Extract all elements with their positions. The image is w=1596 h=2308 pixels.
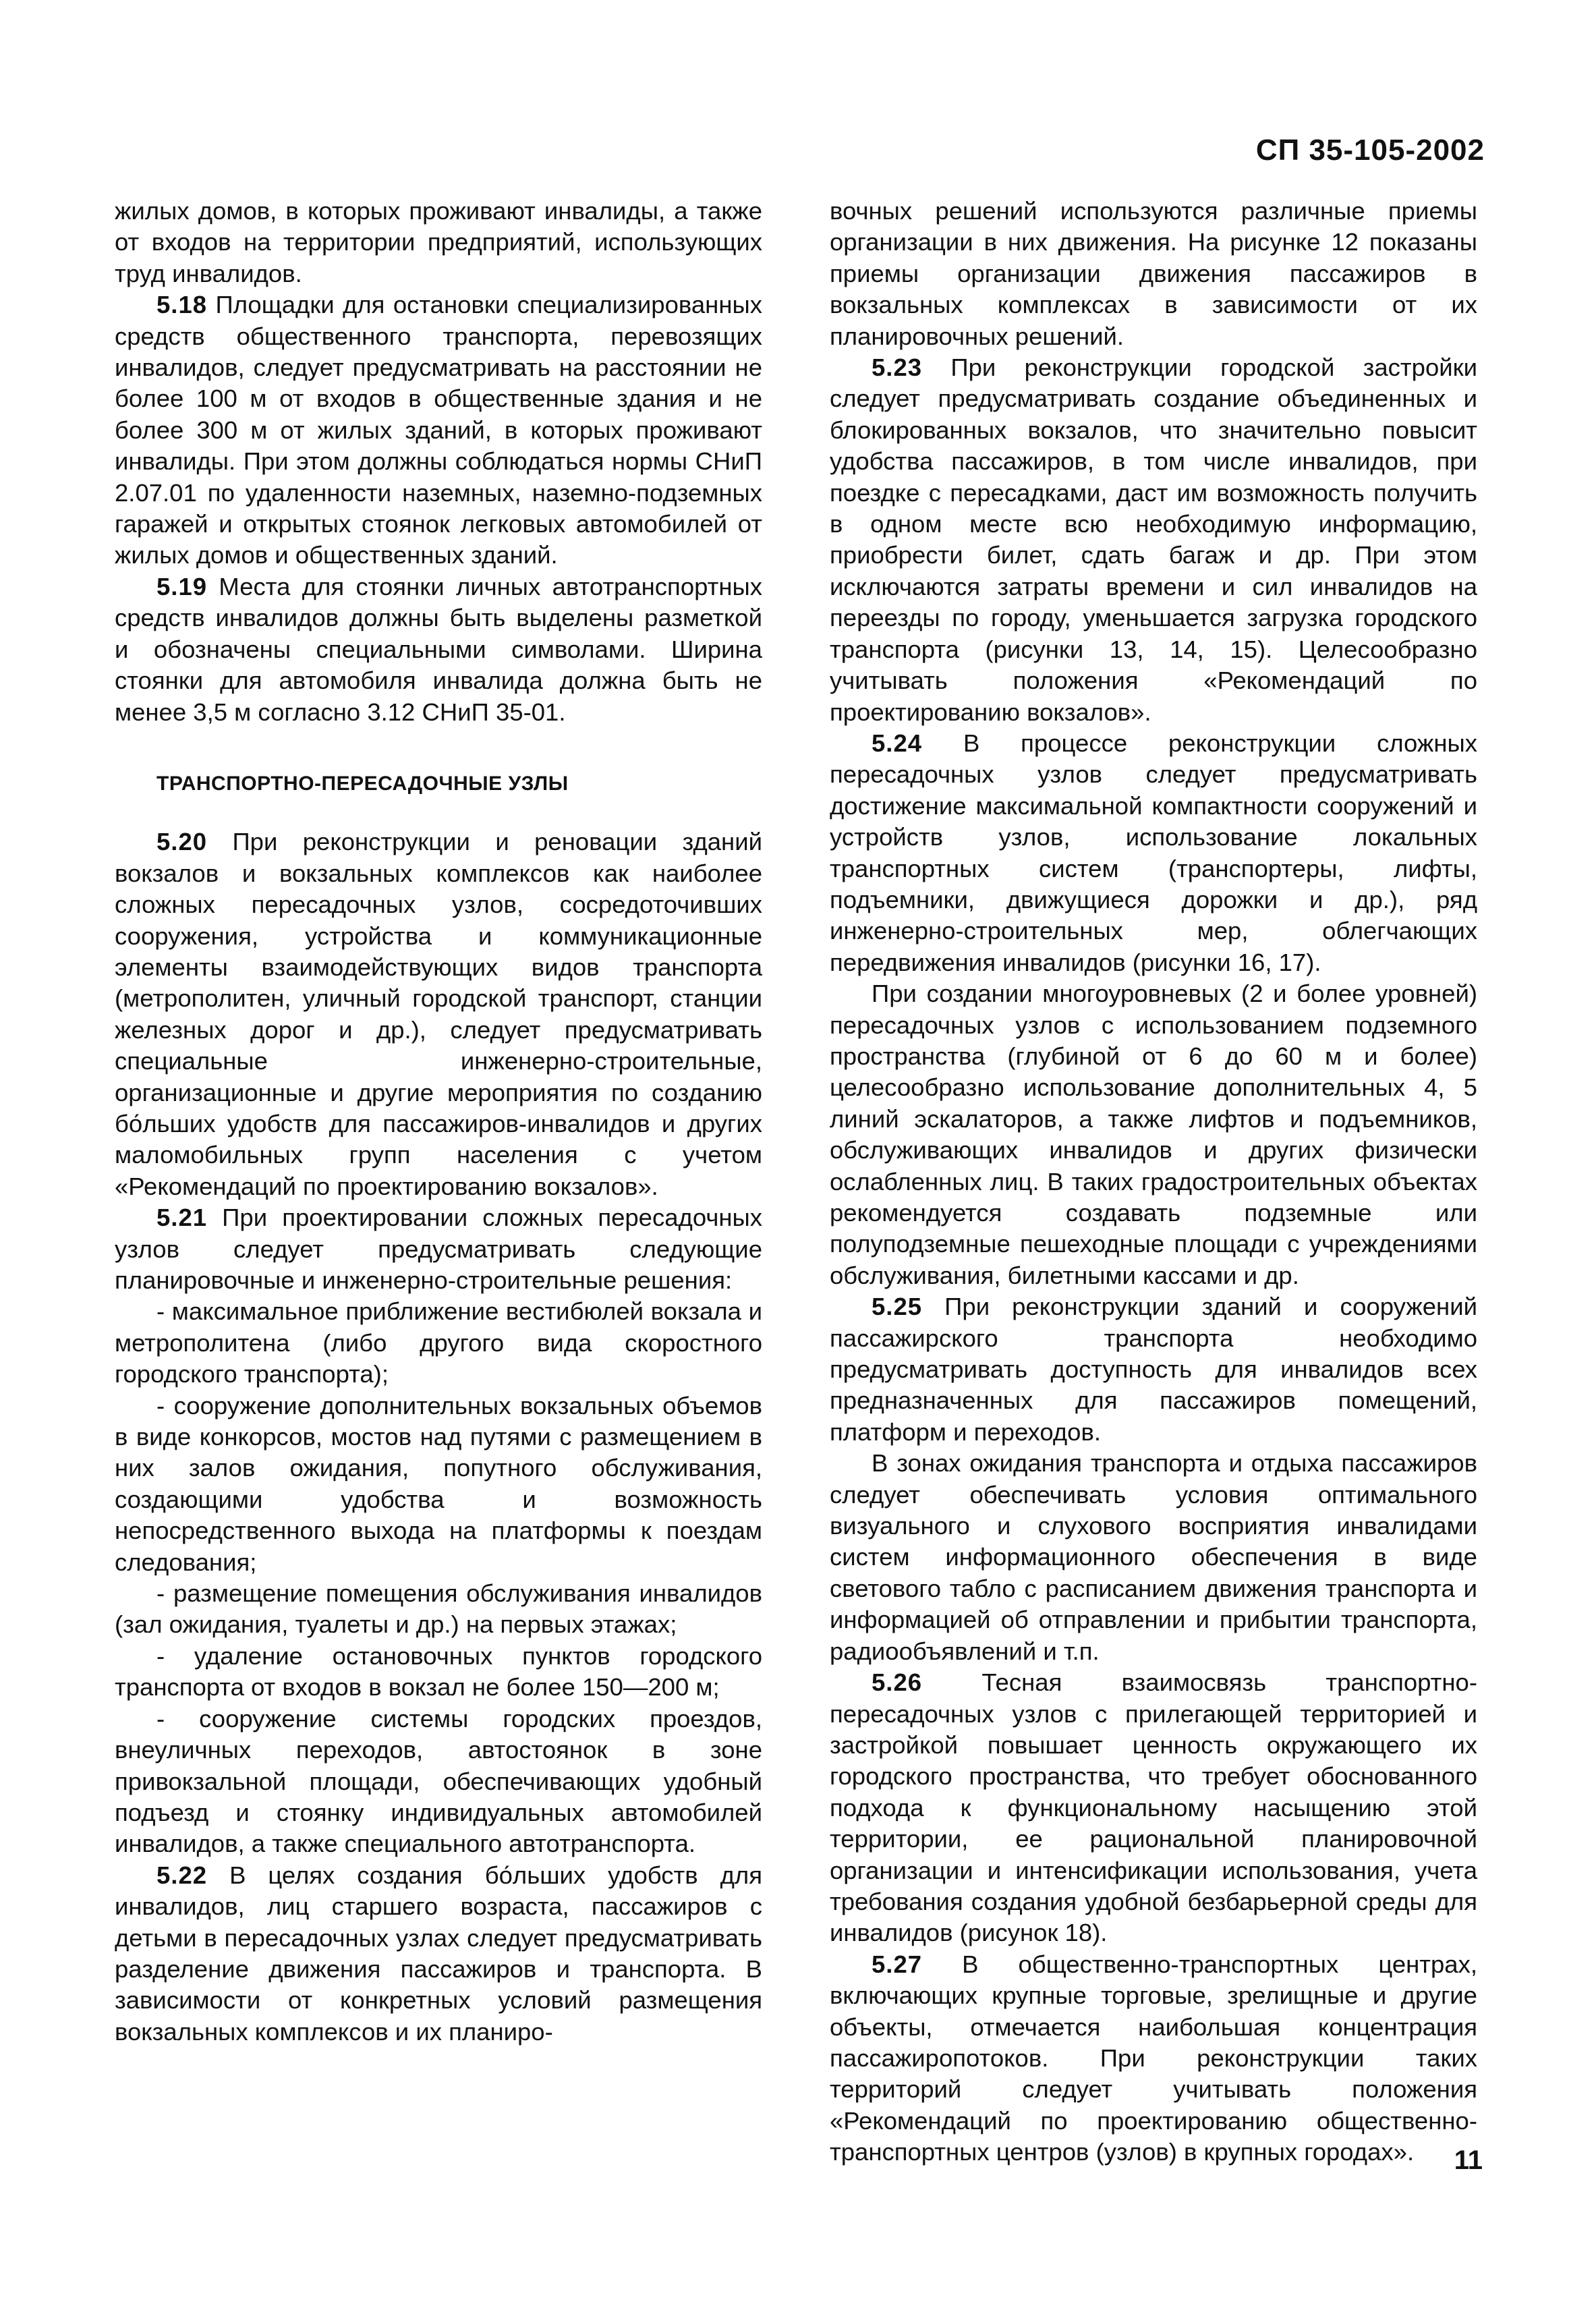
list-item-text: - максимальное приближение вестибюлей вокзала и метрополитена (либо другого вида скоростного городского транспорта); <box>115 1297 762 1388</box>
list-item-text: - сооружение системы городских проездов, внеуличных переходов, автостоянок в зоне привокзальной площади, обеспечивающих удобный подъезд и стоянку индивидуальных автомобилей инвалидов, а также специального автотранспорта. <box>115 1704 762 1858</box>
list-item <box>115 1296 762 1390</box>
document-code-header: СП 35-105-2002 <box>1255 134 1485 167</box>
paragraph-text: Тесная взаимосвязь транспортно-пересадочных узлов с прилегающей территорией и застройкой повышает ценность окружающего их городского пространства, что требует обоснованного подхода к функциональному насыщению этой территории, ее рациональной планировочной организации и интенсификации использования, учета требования создания удобной безбарьерной среды для инвалидов (рисунок 18). <box>830 1668 1477 1947</box>
clause-number: 5.19 <box>156 572 208 600</box>
paragraph-text: При реконструкции зданий и сооружений пассажирского транспорта необходимо предусматривать доступность для инвалидов всех предназначенных для пассажиров помещений, платформ и переходов. <box>830 1293 1477 1446</box>
page-number: 11 <box>1454 2145 1483 2175</box>
paragraph-waiting-zones <box>830 1448 1477 1667</box>
paragraph-5-18 <box>115 289 762 571</box>
section-heading: ТРАНСПОРТНО-ПЕРЕСАДОЧНЫЕ УЗЛЫ <box>156 772 569 795</box>
clause-number: 5.21 <box>156 1204 208 1232</box>
left-column <box>115 196 762 2048</box>
list-item-text: - сооружение дополнительных вокзальных объемов в виде конкорсов, мостов над путями с размещением в них залов ожидания, попутного обслуживания, создающими удобства и возможность непосредственного выхода на платформы к поездам следования; <box>115 1391 762 1576</box>
paragraph-text: Площадки для остановки специализированных средств общественного транспорта, перевозящих инвалидов, следует предусматривать на расстоянии не более 100 м от входов в общественные здания и не более 300 м от жилых зданий, в которых проживают инвалиды. При этом должны соблюдаться нормы СНиП 2.07.01 по удаленности наземных, наземно-подземных гаражей и открытых стоянок легковых автомобилей от жилых домов и общественных зданий. <box>115 291 762 569</box>
paragraph-5-19 <box>115 571 762 728</box>
paragraph-text: вочных решений используются различные приемы организации в них движения. На рисунке 12 показаны приемы организации движения пассажиров в вокзальных комплексах в зависимости от их планировочных решений. <box>830 197 1477 350</box>
clause-number: 5.26 <box>872 1668 923 1697</box>
paragraph-text: жилых домов, в которых проживают инвалиды, а также от входов на территории предприятий, использующих труд инвалидов. <box>115 197 762 287</box>
paragraph-text: Места для стоянки личных автотранспортных средств инвалидов должны быть выделены разметкой и обозначены специальными символами. Ширина стоянки для автомобиля инвалида должна быть не менее 3,5 м согласно 3.12 СНиП 35-01. <box>115 572 762 726</box>
clause-number: 5.23 <box>872 354 923 382</box>
clause-number: 5.18 <box>156 291 208 319</box>
paragraph-continuation <box>830 196 1477 352</box>
paragraph-5-23 <box>830 352 1477 728</box>
paragraph-text: В общественно-транспортных центрах, включающих крупные торговые, зрелищные и другие объекты, отмечается наибольшая концентрация пассажиропотоков. При реконструкции таких территорий следует учитывать положения «Рекомендаций по проектированию общественно-транспортных центров (узлов) в крупных городах». <box>830 1950 1477 2166</box>
clause-number: 5.25 <box>872 1293 923 1321</box>
clause-number: 5.24 <box>872 729 923 757</box>
paragraph-text: При проектировании сложных пересадочных узлов следует предусматривать следующие планировочные и инженерно-строительные решения: <box>115 1204 762 1294</box>
paragraph-text: При реконструкции и реновации зданий вокзалов и вокзальных комплексов как наиболее сложных пересадочных узлов, сосредоточивших сооружения, устройства и коммуникационные элементы взаимодействующих видов транспорта (метрополитен, уличный городской транспорт, станции железных дорог и др.), следует предусматривать специальные инженерно-строительные, организационные и другие мероприятия по созданию бо́льших удобств для пассажиров-инвалидов и других маломобильных групп населения с учетом «Рекомендаций по проектированию вокзалов». <box>115 828 762 1200</box>
paragraph-5-26 <box>830 1667 1477 1949</box>
paragraph-text: В целях создания бо́льших удобств для инвалидов, лиц старшего возраста, пассажиров с детьми в пересадочных узлах следует предусматривать разделение движения пассажиров и транспорта. В зависимости от конкретных условий размещения вокзальных комплексов и их планиро- <box>115 1861 762 2046</box>
paragraph-text: В процессе реконструкции сложных пересадочных узлов следует предусматривать достижение максимальной компактности сооружений и устройств узлов, использование локальных транспортных систем (транспортеры, лифты, подъемники, движущиеся дорожки и др.), ряд инженерно-строительных мер, облегчающих передвижения инвалидов (рисунки 16, 17). <box>830 729 1477 976</box>
clause-number: 5.27 <box>872 1950 923 1978</box>
paragraph-5-24 <box>830 728 1477 978</box>
paragraph-5-22 <box>115 1860 762 2048</box>
list-item <box>115 1578 762 1641</box>
paragraph-5-25 <box>830 1291 1477 1448</box>
clause-number: 5.22 <box>156 1861 208 1889</box>
paragraph-5-27 <box>830 1949 1477 2168</box>
paragraph-continuation <box>115 196 762 289</box>
list-item-text: - размещение помещения обслуживания инвалидов (зал ожидания, туалеты и др.) на первых этажах; <box>115 1579 762 1639</box>
paragraph-text: В зонах ожидания транспорта и отдыха пассажиров следует обеспечивать условия оптимального визуального и слухового восприятия инвалидами систем информационного обеспечения в виде светового табло с расписанием движения транспорта и информацией об отправлении и прибытии транспорта, радиообъявлений и т.п. <box>830 1449 1477 1665</box>
list-item <box>115 1390 762 1578</box>
paragraph-5-20 <box>115 826 762 1202</box>
paragraph-text: При реконструкции городской застройки следует предусматривать создание объединенных и блокированных вокзалов, что значительно повысит удобства пассажиров, в том числе инвалидов, при поездке с пересадками, даст им возможность получить в одном месте всю необходимую информацию, приобрести билет, сдать багаж и др. При этом исключаются затраты времени и сил инвалидов на переезды по городу, уменьшается загрузка городского транспорта (рисунки 13, 14, 15). Целесообразно учитывать положения «Рекомендаций по проектированию вокзалов». <box>830 354 1477 726</box>
paragraph-multilevel <box>830 978 1477 1291</box>
right-column <box>830 196 1477 2168</box>
paragraph-5-21 <box>115 1202 762 1296</box>
list-item <box>115 1704 762 1860</box>
list-item-text: - удаление остановочных пунктов городского транспорта от входов в вокзал не более 150—200 м; <box>115 1641 762 1701</box>
paragraph-text: При создании многоуровневых (2 и более уровней) пересадочных узлов с использованием подземного пространства (глубиной от 6 до 60 м и более) целесообразно использование дополнительных 4, 5 линий эскалаторов, а также лифтов и подъемников, обслуживающих инвалидов и других физически ослабленных лиц. В таких градостроительных объектах рекомендуется создавать подземные или полуподземные пешеходные площади с учреждениями обслуживания, билетными кассами и др. <box>830 980 1477 1289</box>
list-item <box>115 1641 762 1704</box>
clause-number: 5.20 <box>156 828 208 856</box>
